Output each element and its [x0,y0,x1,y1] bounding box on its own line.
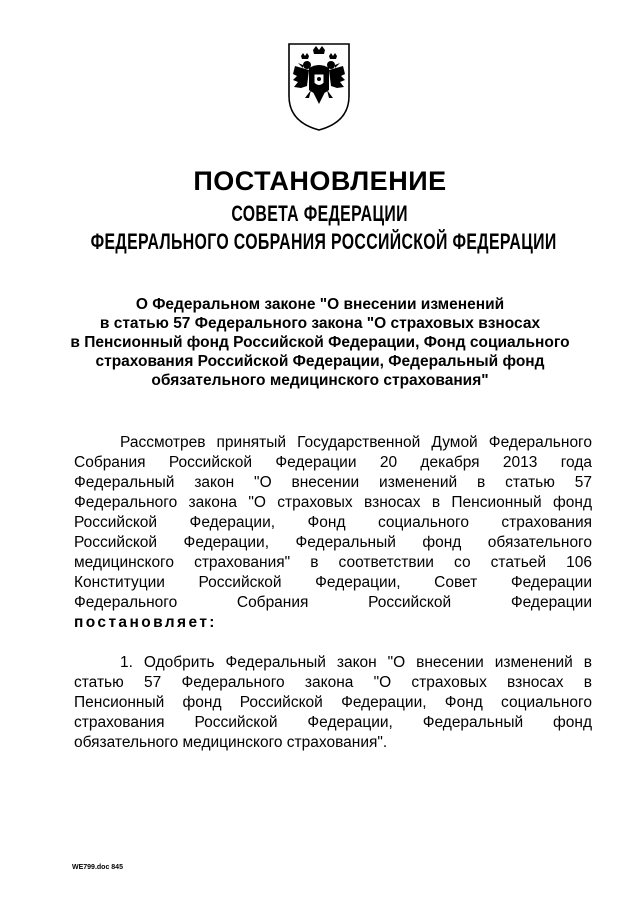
double-headed-eagle-icon [279,40,359,132]
resolves-word: постановляет: [74,614,217,631]
issuer-line-2 [0,229,640,255]
paragraph-line: страхования Российской Федерации, Федеральный фонд [74,714,592,731]
paragraph-line: Российской Федерации, Федеральный фонд обязательного [74,534,592,551]
issuer-line-1-text: СОВЕТА ФЕДЕРАЦИИ [231,201,409,226]
paragraph-line: Федеральный закон "О внесении изменений в статью 57 [74,474,592,491]
document-code: WE799.doc 845 [72,864,123,871]
document-title: ПОСТАНОВЛЕНИЕ [193,166,447,196]
paragraph-line: статью 57 Федерального закона "О страховых взносах в [74,674,592,691]
paragraph-line: Рассмотрев принятый Государственной Думой Федерального [120,434,592,451]
subject-line: обязательного медицинского страхования" [151,372,489,389]
paragraph-line: Российской Федерации, Фонд социального страхования [74,514,592,531]
paragraph-line: Федерального Собрания Российской Федерации [74,594,592,611]
document-subject [40,295,600,390]
paragraph-line: медицинского страхования" в соответствии со статьей 106 [74,554,592,571]
paragraph-line: Пенсионный фонд Российской Федерации, Фонд социального [74,694,592,711]
paragraph-line: Собрания Российской Федерации 20 декабря 2013 года [74,454,592,471]
paragraph-line: обязательного медицинского страхования". [74,734,388,751]
subject-line: в Пенсионный фонд Российской Федерации, Фонд социального [70,334,570,351]
preamble-paragraph [74,433,592,633]
subject-line: страхования Российской Федерации, Федеральный фонд [95,353,545,370]
resolution-item-1 [74,653,592,753]
subject-line: в статью 57 Федерального закона "О страховых взносах [99,315,541,332]
subject-line: О Федеральном законе "О внесении изменений [135,296,505,313]
paragraph-line: 1. Одобрить Федеральный закон "О внесении изменений в [120,654,592,671]
issuer-line-2-text: ФЕДЕРАЛЬНОГО СОБРАНИЯ РОССИЙСКОЙ ФЕДЕРАЦИИ [90,229,557,254]
paragraph-line: Конституции Российской Федерации, Совет Федерации [74,574,592,591]
paragraph-line: Федерального закона "О страховых взносах в Пенсионный фонд [74,494,592,511]
issuer-line-1 [0,201,640,227]
